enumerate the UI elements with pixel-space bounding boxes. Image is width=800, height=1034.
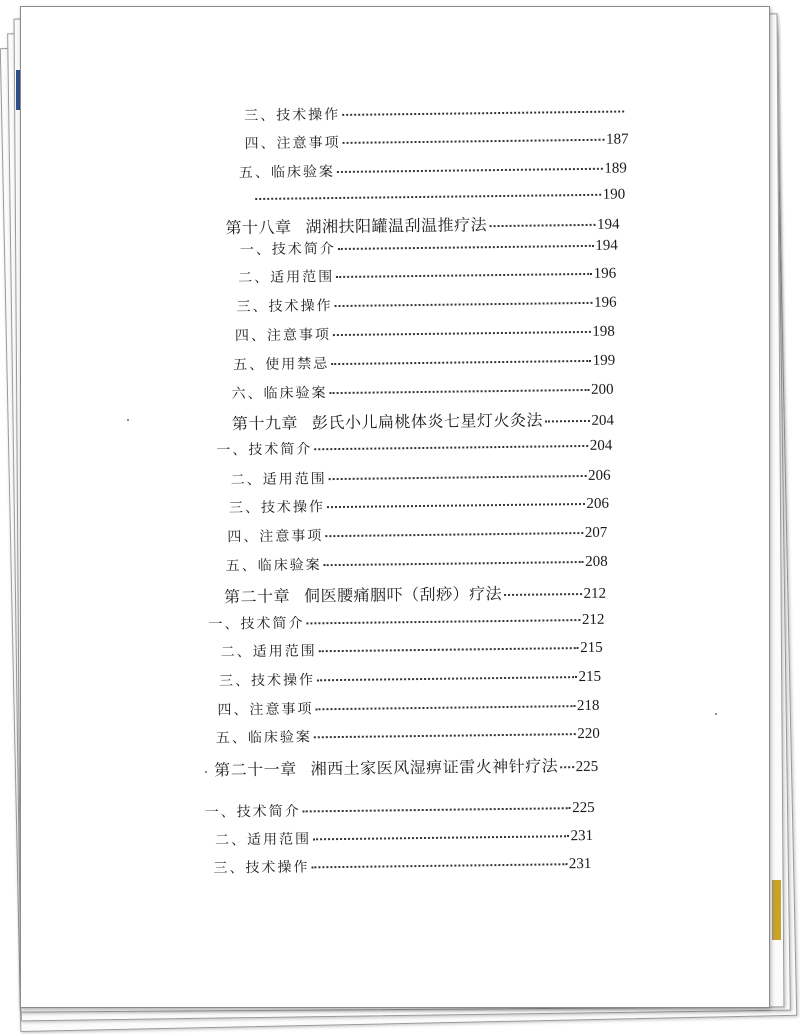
dot-leader: [324, 561, 584, 566]
page-number: 190: [602, 186, 626, 203]
toc-section-row: [208, 609, 604, 634]
toc-section-row: [244, 128, 628, 153]
dot-leader: [314, 445, 588, 450]
dot-leader: [329, 475, 587, 480]
section-title: 一、技术简介: [204, 803, 301, 821]
dot-leader: [333, 331, 591, 336]
toc-section-row: [235, 321, 615, 346]
section-title: 二、适用范围: [214, 831, 312, 849]
section-title: 三、技术操作: [228, 499, 326, 517]
page-number: 225: [575, 758, 599, 776]
page-number: 212: [583, 585, 607, 603]
dot-leader: [338, 245, 594, 250]
dot-leader: [330, 389, 590, 394]
section-title: 三、技术操作: [219, 672, 316, 690]
toc-section-row: [239, 157, 627, 182]
section-title: 五、临床验案: [215, 729, 312, 747]
page-number: 206: [588, 467, 611, 484]
dot-leader: [313, 835, 569, 840]
page-number: 189: [604, 160, 627, 177]
page-number: 215: [580, 639, 603, 657]
dot-leader: [560, 766, 573, 768]
page-number: 208: [585, 553, 608, 570]
section-title: 二、适用范围: [230, 471, 327, 489]
chapter-title: 湖湘扶阳罐温刮温推疗法: [305, 215, 488, 237]
page-number: 200: [590, 381, 614, 398]
dot-leader: [489, 224, 595, 227]
toc-section-row: [244, 100, 626, 125]
toc-section-row: [227, 522, 607, 547]
section-title: 四、注意事项: [227, 528, 324, 546]
page-number: 204: [589, 437, 613, 454]
dot-leader: [306, 619, 580, 624]
chapter-number: 第二十一章: [214, 759, 297, 780]
toc-chapter-row: [232, 407, 614, 435]
toc-section-row: [219, 666, 601, 691]
toc-section-row: [205, 797, 595, 822]
page-number: 196: [593, 265, 617, 282]
chapter-heading: [225, 212, 487, 238]
toc-section-row: [216, 723, 600, 748]
section-title: 二、适用范围: [220, 643, 317, 661]
page-number: 194: [596, 216, 620, 233]
dot-leader: [303, 807, 571, 812]
page-number: 218: [576, 697, 600, 715]
dot-leader: [343, 139, 605, 144]
toc-section-row: [221, 637, 603, 662]
section-title: 一、技术简介: [216, 441, 313, 459]
section-title: 一、技术简介: [239, 241, 336, 259]
page-number: 196: [593, 294, 617, 311]
dot-leader: [317, 676, 577, 681]
page-number: 187: [605, 131, 629, 148]
page-speck: [205, 771, 207, 773]
chapter-title: 彭氏小儿扁桃体炎七星灯火灸法: [311, 410, 544, 433]
page-number: 225: [572, 799, 595, 817]
page-number: 207: [584, 524, 608, 541]
section-title: 四、注意事项: [244, 134, 341, 153]
toc-section-row: [231, 379, 613, 404]
dot-leader: [255, 194, 600, 200]
dot-leader: [331, 360, 591, 365]
toc-section-row: [226, 551, 608, 576]
section-title: 四、注意事项: [234, 327, 331, 345]
toc-chapter-row: [224, 580, 606, 608]
toc-section-row: [240, 235, 618, 260]
dot-leader: [504, 593, 581, 596]
chapter-number: 第十八章: [225, 217, 292, 238]
section-title: 五、临床验案: [238, 164, 335, 182]
page-speck: [127, 419, 129, 421]
chapter-heading: [214, 753, 558, 780]
section-title: 四、注意事项: [217, 701, 314, 719]
dot-leader: [319, 647, 579, 652]
section-title: 三、技术操作: [244, 106, 341, 125]
toc-section-row: [213, 853, 591, 878]
chapter-title: 湘西土家医风湿痹证雷火神针疗法: [310, 756, 559, 779]
page-number: 194: [595, 237, 618, 254]
dot-leader: [335, 302, 593, 307]
chapter-number: 第二十章: [223, 586, 291, 607]
page-number: 231: [570, 827, 594, 845]
section-title: 三、技术操作: [236, 298, 333, 316]
dot-leader: [336, 273, 592, 278]
chapter-number: 第十九章: [231, 413, 299, 434]
section-title: 六、临床验案: [231, 385, 328, 403]
page-number: 199: [592, 352, 616, 369]
dot-leader: [545, 420, 589, 423]
page-number: 212: [581, 611, 605, 629]
dot-leader: [311, 863, 567, 868]
toc-section-row: [238, 263, 616, 288]
section-title: 五、临床验案: [225, 557, 322, 575]
toc-page: [20, 6, 770, 1008]
toc-chapter-row: [225, 211, 619, 239]
chapter-heading: [232, 408, 543, 435]
page-number: 204: [591, 412, 615, 429]
toc-section-row: [216, 435, 612, 460]
chapter-heading: [224, 581, 502, 607]
book-edge-strip: [772, 880, 781, 940]
section-title: 二、适用范围: [238, 269, 335, 287]
section-title: 三、技术操作: [213, 859, 310, 877]
toc-section-row: [217, 695, 599, 720]
dot-leader: [315, 705, 575, 710]
dot-leader: [337, 168, 603, 173]
toc-chapter-row: [214, 753, 598, 781]
chapter-title: 侗医腰痛胭吓（刮痧）疗法: [303, 584, 503, 606]
toc-section-row: [215, 825, 593, 850]
page-speck: [715, 713, 717, 715]
page-number: 215: [578, 668, 602, 686]
page-number: 206: [586, 495, 610, 512]
toc-section-row: [233, 350, 615, 375]
table-of-contents: [20, 6, 770, 1008]
dot-leader: [314, 733, 576, 738]
page-number: 220: [577, 725, 600, 743]
toc-section-row: [253, 186, 625, 208]
page-number: 231: [568, 855, 592, 873]
toc-section-row: [231, 465, 611, 490]
section-title: 五、使用禁忌: [233, 356, 330, 374]
toc-section-row: [229, 493, 609, 518]
dot-leader: [327, 503, 585, 508]
toc-section-row: [236, 292, 616, 317]
section-title: 一、技术简介: [208, 615, 305, 633]
page-number: 198: [592, 323, 615, 340]
dot-leader: [342, 110, 624, 115]
dot-leader: [325, 532, 583, 537]
